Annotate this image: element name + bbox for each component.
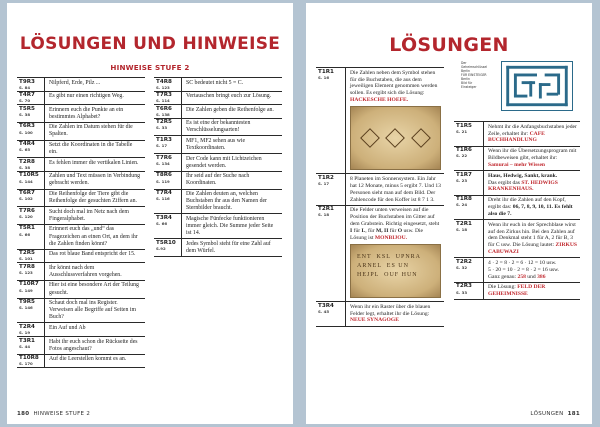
- hint-row: [154, 91, 282, 105]
- hint-row: [154, 118, 282, 136]
- page-ref: S. 123: [156, 84, 170, 90]
- text-part: L: [361, 228, 366, 235]
- star-symbol-icon: [386, 128, 406, 148]
- solution-row: [316, 301, 444, 327]
- hint-row: [154, 213, 282, 238]
- text-part: 386: [537, 273, 546, 280]
- hint-text: Erinnert euch das „und“ das Fragezeichen an einen Ort, an dem ihr die Zahlen finden könnt?: [49, 226, 138, 247]
- page-ref: S. 66: [156, 221, 168, 226]
- page-ref: S. 38: [19, 111, 31, 117]
- text-part: Wenn ihr euch in der Sprechblase wirst auf den Zirkus hin. Bei den Zahlen auf dem Denkmal steht 1 für A, 2 für B, 3 für C usw. Die Lösung lautet:: [488, 221, 576, 249]
- hint-row: [154, 171, 282, 189]
- solution-answer: ZIRKUS CABUWAZI: [488, 242, 577, 256]
- page-ref: S. 101: [19, 256, 33, 262]
- text-part: usw. Die Lösung ist: [350, 228, 424, 241]
- page-ref: S. 66: [19, 231, 31, 237]
- page-ref: S. 116: [156, 196, 170, 202]
- solution-text: [346, 206, 444, 301]
- solution-row: [454, 195, 580, 220]
- riddle-code: T7R8: [19, 263, 35, 270]
- solution-text: [484, 171, 580, 195]
- solution-text: [346, 68, 444, 173]
- page-ref: S. 100: [19, 129, 33, 135]
- hints-column-2: [154, 77, 282, 257]
- hint-text: Schaut doch mal ins Register. Verweisen alle Begriffe auf Seiten im Buch?: [49, 300, 136, 321]
- star-symbols: [357, 113, 434, 163]
- hint-text: MF1, MF2 sehen aus wie Textkoordinaten.: [186, 137, 246, 152]
- hint-text: Vertauschen bringt euch zur Lösung.: [186, 93, 272, 100]
- hint-row: [17, 122, 145, 140]
- hint-row: [17, 262, 145, 280]
- hint-row: [154, 135, 282, 153]
- hint-text: Zahlen und Text müssen in Verbindung gebracht werden.: [49, 173, 140, 187]
- riddle-code: T1R8: [456, 196, 472, 202]
- code-cell: [154, 214, 182, 238]
- solutions-column-1: [316, 67, 444, 327]
- page-ref: S. 23: [456, 177, 468, 183]
- solution-row: [454, 282, 580, 301]
- riddle-code: T4R7: [19, 92, 35, 99]
- page-ref: S. 149: [19, 287, 33, 293]
- hints-column-1: [17, 77, 145, 368]
- code-cell: [454, 122, 484, 146]
- hint-row: [17, 91, 145, 105]
- letter-image: [350, 244, 441, 298]
- code-cell: [316, 206, 346, 301]
- page-ref: S. 22: [456, 153, 468, 159]
- code-cell: [17, 172, 45, 189]
- hint-row: [17, 354, 145, 369]
- riddle-code: T1R1: [318, 68, 334, 75]
- hint-text: Der Code kann mit Lichtzeichen gesendet werden.: [186, 155, 262, 169]
- hint-row: [154, 77, 282, 91]
- code-cell: [154, 78, 182, 91]
- page-ref: S. 18: [456, 226, 468, 232]
- code-cell: [316, 302, 346, 326]
- hint-row: [17, 206, 145, 224]
- text-part: Die Lösung:: [488, 284, 516, 291]
- page-ref: S. 70: [19, 98, 31, 104]
- text-part: 8 Planeten im Sonnensystem. Ein Jahr hat 12 Monate, minus 5 ergibt 7. Und 13 Personen sieht man auf dem Bild. Der Zahlencode für den Koffer ist 8 7 1 3.: [350, 175, 441, 203]
- hint-text: Die Reihenfolge der Tiere gibt die Reihenfolge der gesuchten Ziffern an.: [49, 191, 137, 205]
- thumb-caption: Geheimschlüssel: [461, 65, 488, 69]
- star-symbol-icon: [360, 128, 380, 148]
- riddle-code: T4R8: [156, 78, 172, 85]
- solution-row: [454, 146, 580, 171]
- solution-answer: FELD DER GEHEIMNISSE: [488, 284, 546, 298]
- hint-text: Ein Auf und Ab: [49, 324, 86, 331]
- solution-answer: NEUE SYNAGOGE: [350, 317, 399, 324]
- footer-label: LÖSUNGEN: [530, 411, 564, 417]
- riddle-code: T7R4: [156, 190, 172, 197]
- bold-text: Haus, Hedwig, Sankt, krank.: [488, 172, 558, 179]
- riddle-code: T2R1: [456, 220, 472, 227]
- riddle-code: T7R6: [156, 154, 172, 161]
- page-ref: S. 134: [156, 160, 170, 166]
- code-cell: [17, 105, 45, 122]
- hint-text: Hier ist eine besondere Art der Teilung gesucht.: [49, 282, 139, 296]
- section-subtitle: HINWEISE STUFE 2: [110, 63, 190, 72]
- text-part: , für: [365, 228, 376, 235]
- page-title: LÖSUNGEN: [389, 34, 509, 56]
- code-cell: [154, 172, 182, 189]
- page-ref: S. 120: [19, 213, 33, 219]
- page-ref: S. 146: [19, 305, 33, 311]
- solution-text: [484, 283, 580, 300]
- code-cell: [316, 68, 346, 173]
- solution-text: [484, 147, 580, 171]
- code-cell: [154, 105, 182, 118]
- hint-row: [17, 157, 145, 171]
- hint-row: [17, 298, 145, 323]
- page-ref: S. 18: [318, 212, 330, 218]
- code-cell: [17, 299, 45, 323]
- riddle-code: T1R3: [156, 136, 172, 143]
- solution-answer: Samurai – mehr Wissen: [488, 161, 546, 168]
- solution-text: [484, 196, 580, 220]
- hint-text: Habt ihr euch schon die Rückseite des Fotos angeschaut?: [49, 338, 138, 352]
- page-ref: S. 84: [19, 84, 31, 90]
- code-cell: [17, 78, 45, 91]
- code-cell: [316, 174, 346, 204]
- riddle-code: T2R1: [318, 206, 334, 213]
- riddle-code: T10R7: [19, 281, 39, 288]
- code-cell: [154, 239, 182, 256]
- page-ref: S. 21: [456, 128, 468, 134]
- riddle-code: T6R6: [156, 105, 172, 112]
- page-ref: S. 24: [456, 202, 468, 208]
- hint-text: Setzt die Koordinaten in die Tabelle ein.: [49, 142, 133, 156]
- parchment-letters: ENT KSL UPNRA ARNEL ES UN HEJPL OUF HUN: [357, 253, 422, 278]
- hint-text: Die Zahlen deuten an, welchen Buchstaben ihr aus den Namen der Sternbilder braucht.: [186, 191, 267, 212]
- page-ref: S. 44: [19, 343, 31, 349]
- text-part: I: [350, 228, 353, 235]
- text-part: Nehmt ihr die Anfangsbuchstaben jeder Zeile, erhaltet ihr:: [488, 123, 577, 137]
- page-ref: S. 19: [19, 330, 31, 336]
- page-footer: [530, 411, 580, 417]
- hint-row: [17, 249, 145, 263]
- solution-row: [316, 67, 444, 173]
- solution-row: [454, 219, 580, 257]
- text-part: 4 · 2 = 8 · 2 = 6 · 12 = 10 usw.: [488, 259, 557, 266]
- riddle-code: T2R5: [19, 250, 35, 257]
- text-part: für: [388, 228, 398, 235]
- hint-text: Ihr seid auf der Suche nach Koordinaten.: [186, 173, 250, 187]
- code-cell: [454, 220, 484, 257]
- riddle-code: T2R3: [456, 283, 472, 290]
- hint-row: [17, 104, 145, 122]
- code-cell: [17, 92, 45, 105]
- solution-answer: HACKESCHE HOEFE.: [350, 97, 409, 104]
- riddle-code: T6R3: [19, 123, 35, 130]
- thumb-caption: FÜR EINSTEIGER: [461, 73, 487, 77]
- text-part: Wenn ihr ein Raster über die blauen Felder legt, erhaltet ihr die Lösung:: [350, 303, 431, 317]
- hint-text: Die Zahlen geben die Reihenfolge an.: [186, 106, 274, 113]
- code-cell: [17, 263, 45, 280]
- hint-text: Die Zahlen im Datum stehen für die Spalten.: [49, 124, 133, 138]
- code-cell: [154, 119, 182, 136]
- code-cell: [17, 250, 45, 263]
- text-part: Es fehlt also die 7.: [488, 204, 573, 217]
- code-cell: [17, 123, 45, 140]
- solution-row: [454, 170, 580, 195]
- page-ref: S. 170: [19, 361, 33, 367]
- text-part: Das ergibt das: [488, 179, 520, 186]
- solution-answer: ST. HEDWIGS KRANKENHAUS.: [488, 179, 558, 193]
- hint-row: [17, 224, 145, 249]
- riddle-code: T7R3: [156, 92, 172, 99]
- thumb-caption: Berlin: [461, 77, 470, 81]
- text-part: Dreht ihr die Zahlen auf den Kopf, ergibt das:: [488, 197, 566, 210]
- solution-row: [316, 205, 444, 301]
- page-ref: S. 17: [156, 143, 168, 149]
- text-part: 06, 7, 8, 9, 10, 11.: [512, 204, 554, 210]
- page-ref: S. 16: [318, 74, 330, 80]
- text-part: O: [397, 228, 403, 235]
- solution-row: [454, 121, 580, 146]
- solution-answer: MONBIJOU.: [374, 234, 408, 241]
- page-ref: S. 138: [156, 111, 170, 117]
- thumb-caption: Der: [461, 61, 467, 65]
- riddle-code: T5R5: [19, 105, 35, 112]
- riddle-code: T1R5: [456, 122, 472, 129]
- hint-row: [154, 189, 282, 214]
- code-cell: [154, 154, 182, 171]
- solution-text: [484, 122, 580, 146]
- solution-text: [484, 220, 580, 257]
- solution-row: [454, 257, 580, 282]
- page-ref: S. 38: [19, 164, 31, 170]
- page-ref: S.92: [156, 245, 166, 251]
- hint-text: Magische Fünfecke funktionieren immer gleich. Die Summe jeder Seite ist 14.: [186, 215, 274, 236]
- thumb-caption: Berlin: [461, 69, 470, 73]
- riddle-code: T9R3: [19, 78, 35, 85]
- riddle-code: T7R6: [19, 207, 35, 214]
- text-part: Ganz genau:: [488, 273, 518, 280]
- code-cell: [154, 190, 182, 214]
- riddle-code: T8R6: [156, 172, 172, 179]
- hint-text: Ihr könnt nach dem Ausschlussverfahren vorgehen.: [49, 264, 122, 278]
- page-footer: [17, 411, 90, 417]
- riddle-code: T1R6: [456, 147, 472, 153]
- riddle-code: T5R10: [156, 239, 176, 246]
- page-ref: S. 114: [156, 98, 170, 104]
- riddle-code: T2R8: [19, 158, 35, 165]
- riddle-code: T2R4: [19, 323, 35, 330]
- page-number: 180: [17, 411, 30, 417]
- riddle-code: T10R5: [19, 172, 39, 179]
- riddle-code: T1R2: [318, 174, 334, 181]
- text-part: Die Zahlen neben dem Symbol stehen für die Buchstaben, die aus dem jeweiligen Element genommen werden sollen. Es ergibt sich die Lösung:: [350, 69, 438, 97]
- hint-text: Nilpferd, Erde, Pilz ...: [49, 79, 101, 86]
- footer-label: HINWEISE STUFE 2: [33, 411, 91, 417]
- code-cell: [154, 92, 182, 105]
- hint-row: [154, 238, 282, 257]
- riddle-code: T1R7: [456, 171, 472, 178]
- code-cell: [17, 207, 45, 224]
- hint-row: [17, 336, 145, 354]
- riddle-code: T2R2: [456, 258, 472, 265]
- hint-text: Jedes Symbol steht für eine Zahl auf dem Würfel.: [186, 240, 271, 254]
- page-number: 181: [567, 411, 580, 417]
- code-cell: [454, 283, 484, 300]
- riddle-code: T2R5: [156, 119, 172, 126]
- page-ref: S. 45: [318, 308, 330, 314]
- text-part: 5 · 20 = 10 · 2 = 8 · 2 = 16 usw.: [488, 266, 560, 273]
- solutions-column-2: [454, 121, 580, 300]
- page-ref: S. 123: [19, 269, 33, 275]
- riddle-code: T3R4: [156, 214, 172, 221]
- page-ref: S. 102: [19, 196, 33, 202]
- code-cell: [17, 355, 45, 368]
- left-page: [7, 3, 293, 424]
- hint-row: [154, 104, 282, 118]
- page-ref: S. 33: [156, 125, 168, 131]
- code-cell: [17, 190, 45, 207]
- code-cell: [17, 281, 45, 298]
- code-cell: [17, 141, 45, 158]
- page-ref: S. 17: [318, 181, 330, 186]
- code-cell: [17, 337, 45, 354]
- text-part: Die Felder unten verweisen auf die Position der Buchstaben im Gitter auf dem Grabstein. Richtig eingesetzt, steht: [350, 207, 440, 228]
- hint-row: [17, 189, 145, 207]
- text-part: Wenn ihr die Übersetzungsprogram mit Bildbeweisen gibt, erhaltet ihr:: [488, 148, 577, 161]
- text-part: und: [525, 273, 538, 280]
- code-cell: [454, 147, 484, 171]
- text-part: für: [352, 228, 362, 235]
- hint-text: SC bedeutet nicht 5 = C.: [186, 79, 244, 86]
- hint-text: Erinnern euch die Punkte an ein bestimmtes Alphabet?: [49, 106, 124, 120]
- riddle-code: T4R4: [19, 141, 35, 148]
- hint-row: [17, 280, 145, 298]
- page-ref: S. 144: [19, 178, 33, 184]
- book-thumbnail: [461, 61, 579, 113]
- hint-row: [17, 322, 145, 336]
- solution-text: [346, 174, 444, 204]
- riddle-code: T9R5: [19, 299, 35, 306]
- code-cell: [454, 196, 484, 220]
- page-ref: S. 119: [156, 178, 170, 184]
- riddle-code: T3R4: [318, 302, 334, 309]
- hint-row: [17, 77, 145, 91]
- hint-row: [154, 153, 282, 171]
- riddle-code: T6R7: [19, 190, 35, 197]
- hint-text: Auf die Leerstellen kommt es an.: [49, 356, 127, 363]
- hint-text: Es gibt nur einen richtigen Weg.: [49, 93, 124, 100]
- hint-text: Es fehlen immer die vertikalen Linien.: [49, 159, 139, 166]
- text-part: 258: [517, 273, 526, 280]
- hint-text: Das rot blaue Band entspricht der 15.: [49, 251, 136, 258]
- page-ref: S. 33: [456, 289, 468, 295]
- code-cell: [454, 171, 484, 195]
- puzzle-image: [350, 106, 441, 170]
- code-cell: [454, 258, 484, 282]
- page-title: LÖSUNGEN UND HINWEISE: [19, 34, 281, 54]
- riddle-code: T10R8: [19, 355, 39, 362]
- code-cell: [17, 158, 45, 171]
- page-ref: S. 32: [456, 265, 468, 270]
- riddle-code: T3R1: [19, 337, 35, 344]
- right-page: [306, 3, 592, 424]
- riddle-code: T5R1: [19, 225, 35, 232]
- thumb-caption: Bild für: [461, 81, 473, 85]
- maze-image: [501, 61, 573, 111]
- text-part: M, II: [375, 228, 389, 235]
- hint-text: Es ist eine der bekanntesten Verschlüsselungsarten!: [186, 120, 251, 134]
- solution-row: [316, 173, 444, 204]
- solution-text: [346, 302, 444, 326]
- hint-text: Sucht doch mal im Netz nach dem Fingeralphabet.: [49, 208, 129, 222]
- code-cell: [154, 136, 182, 153]
- hint-row: [17, 140, 145, 158]
- page-ref: S. 65: [19, 147, 31, 153]
- thumb-caption: Einsteiger: [461, 85, 477, 89]
- solution-text: [484, 258, 580, 282]
- code-cell: [17, 225, 45, 249]
- hint-row: [17, 171, 145, 189]
- star-symbol-icon: [411, 128, 431, 148]
- code-cell: [17, 323, 45, 336]
- solution-answer: CAFE BUCHHANDLUNG: [488, 130, 545, 144]
